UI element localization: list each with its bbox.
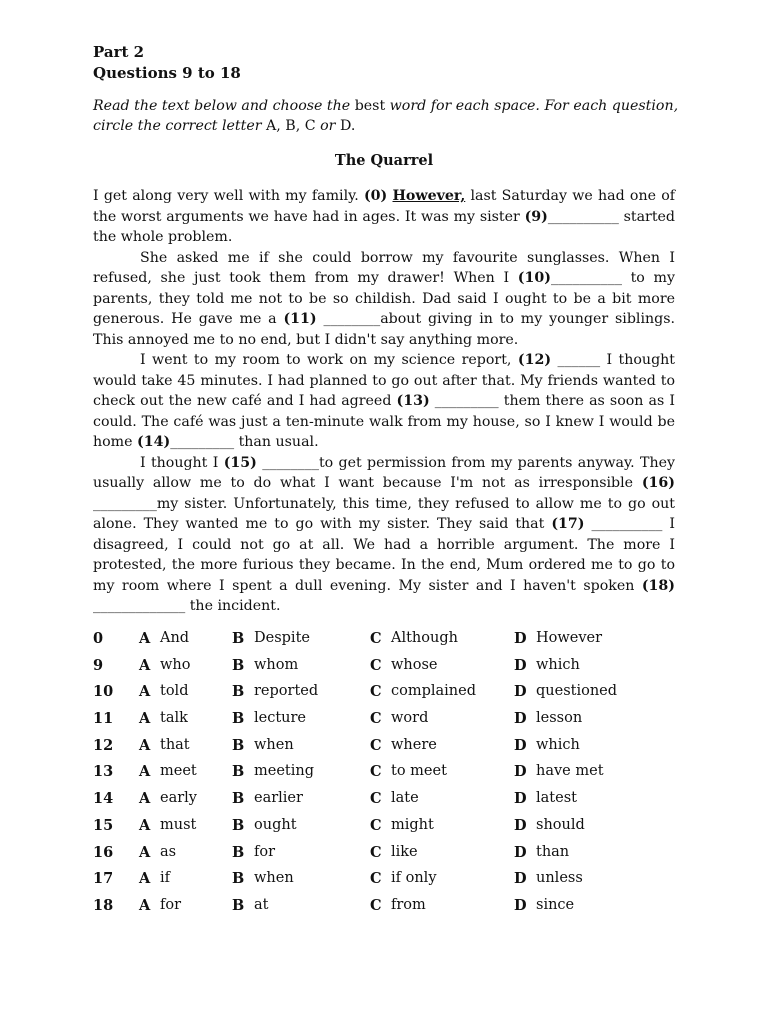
question-number: 0 <box>93 630 104 647</box>
letter-d[interactable]: D <box>514 896 527 914</box>
option-row <box>93 817 693 844</box>
option-c[interactable]: whose <box>391 656 438 673</box>
letter-b[interactable]: B <box>232 816 245 834</box>
gap-number-16: (16) <box>641 475 675 491</box>
question-number: 14 <box>93 790 114 808</box>
paragraph-2 <box>93 248 675 351</box>
option-b[interactable]: at <box>254 896 269 913</box>
letter-a[interactable]: A <box>139 736 151 754</box>
letter-b[interactable]: B <box>232 790 245 808</box>
letter-b[interactable]: B <box>232 843 245 861</box>
option-b[interactable]: when <box>254 870 294 887</box>
letter-d[interactable]: D <box>514 816 527 834</box>
letter-a[interactable]: A <box>139 843 151 861</box>
letter-c[interactable]: C <box>370 736 382 754</box>
letter-c[interactable]: C <box>370 843 382 861</box>
gap-number-12: (12) <box>517 352 552 368</box>
letter-a[interactable]: A <box>139 710 151 728</box>
questions-label: Questions 9 to 18 <box>93 64 241 82</box>
paragraph-1 <box>93 186 675 248</box>
option-d[interactable]: However <box>536 630 603 646</box>
question-number: 11 <box>93 710 114 728</box>
option-a[interactable]: meet <box>160 763 197 780</box>
text-run: I went to my room to work on my science report, <box>140 352 518 368</box>
question-number: 15 <box>93 816 114 834</box>
text-run: _________my sister. Unfortunately, this time, they refused to allow me to go out alone. They wanted me to go with my sister. They said that <box>93 495 675 532</box>
option-d[interactable]: which <box>536 656 580 673</box>
instr-letters: A, B, C <box>266 118 316 134</box>
option-row <box>93 897 693 924</box>
letter-d[interactable]: D <box>514 736 527 754</box>
option-row <box>93 737 693 764</box>
instructions <box>93 96 683 136</box>
text-run: last Saturday we had one of the worst arguments we have had in ages. It was my sister <box>93 188 675 225</box>
text-run: __________ started the whole problem. <box>93 208 675 245</box>
letter-b[interactable]: B <box>232 870 245 888</box>
letter-c[interactable]: C <box>370 710 382 728</box>
letter-a[interactable]: A <box>139 790 151 808</box>
option-d[interactable]: have met <box>536 763 604 780</box>
text-run: _________ them there as soon as I could. The café was just a ten-minute walk from my house, so I knew I would be home <box>93 393 675 450</box>
option-d[interactable]: lesson <box>536 710 583 727</box>
answer-options <box>93 630 693 924</box>
option-row <box>93 710 693 737</box>
letter-d[interactable]: D <box>514 630 527 647</box>
question-number: 10 <box>93 683 114 701</box>
letter-b[interactable]: B <box>232 630 245 647</box>
letter-c[interactable]: C <box>370 896 382 914</box>
letter-b[interactable]: B <box>232 656 245 674</box>
gap-number-10: (10) <box>517 270 551 286</box>
option-a[interactable]: that <box>160 736 190 753</box>
passage-text <box>93 186 675 617</box>
question-number: 12 <box>93 736 114 754</box>
text-run: _____________ the incident. <box>93 598 281 614</box>
passage-title: The Quarrel <box>334 152 434 169</box>
letter-b[interactable]: B <box>232 710 245 728</box>
letter-b[interactable]: B <box>232 896 245 914</box>
text-run: ________to get permission from my parents anyway. They usually allow me to do what I want because I'm not as irresponsible <box>93 454 675 491</box>
letter-c[interactable]: C <box>370 816 382 834</box>
option-c[interactable]: word <box>391 710 429 727</box>
option-d[interactable]: than <box>536 843 570 860</box>
letter-d[interactable]: D <box>514 683 527 701</box>
option-row <box>93 844 693 871</box>
gap-number-11: (11) <box>283 311 317 327</box>
gap-number-13: (13) <box>396 393 430 409</box>
instr-text-1: Read the text below and choose the <box>93 98 355 114</box>
option-a[interactable]: if <box>160 870 171 887</box>
letter-c[interactable]: C <box>370 656 382 674</box>
option-b[interactable]: for <box>254 843 276 860</box>
part-label: Part 2 <box>93 43 145 61</box>
letter-a[interactable]: A <box>139 763 151 781</box>
letter-d[interactable]: D <box>514 843 527 861</box>
text-run: I get along very well with my family. <box>93 188 364 204</box>
letter-c[interactable]: C <box>370 870 382 888</box>
option-d[interactable]: questioned <box>536 683 618 700</box>
gap-number-15: (15) <box>223 454 257 471</box>
letter-a[interactable]: A <box>139 683 151 701</box>
letter-b[interactable]: B <box>232 736 245 754</box>
question-number: 17 <box>93 870 114 888</box>
gap-number-9: (9) <box>524 208 548 225</box>
text-run: ______ I thought would take 45 minutes. I had planned to go out after that. My friends wanted to check out the new café and I had agreed <box>93 352 675 409</box>
option-b[interactable]: when <box>254 736 294 753</box>
option-a[interactable]: for <box>160 896 182 913</box>
option-a[interactable]: And <box>160 630 190 646</box>
letter-a[interactable]: A <box>139 656 151 674</box>
letter-d[interactable]: D <box>514 790 527 808</box>
option-a[interactable]: must <box>160 816 197 833</box>
option-b[interactable]: Despite <box>254 630 310 646</box>
option-c[interactable]: if only <box>391 870 437 887</box>
question-number: 9 <box>93 656 104 674</box>
letter-b[interactable]: B <box>232 683 245 701</box>
letter-a[interactable]: A <box>139 896 151 914</box>
option-c[interactable]: where <box>391 736 437 753</box>
instr-letter-d: D <box>339 118 351 134</box>
example-answer: However, <box>392 188 466 204</box>
letter-d[interactable]: D <box>514 656 527 674</box>
letter-c[interactable]: C <box>370 763 382 781</box>
option-row <box>93 870 693 897</box>
gap-number-0: (0) <box>363 188 388 204</box>
letter-d[interactable]: D <box>514 710 527 728</box>
option-a[interactable]: told <box>160 683 189 700</box>
letter-c[interactable]: C <box>370 630 382 647</box>
option-b[interactable]: ought <box>254 816 297 833</box>
letter-a[interactable]: A <box>139 630 151 647</box>
instr-period: . <box>350 118 356 134</box>
gap-number-18: (18) <box>641 577 675 594</box>
option-c[interactable]: complained <box>391 683 477 700</box>
gap-number-14: (14) <box>137 434 171 450</box>
question-number: 18 <box>93 896 114 914</box>
option-row <box>93 790 693 817</box>
letter-d[interactable]: D <box>514 870 527 888</box>
gap-number-17: (17) <box>551 516 585 532</box>
letter-a[interactable]: A <box>139 816 151 834</box>
text-run: __________ I disagreed, I could not go at all. We had a horrible argument. The more I protested, the more furious they became. In the end, Mum ordered me to go to my room where I spent a dull evening. My sister and I haven't spoken <box>93 516 675 594</box>
text-run: I thought I <box>140 454 224 471</box>
text-run: She asked me if she could borrow my favourite sunglasses. When I refused, she just took them from my drawer! When I <box>93 249 675 286</box>
text-run: _________ than usual. <box>170 434 319 450</box>
option-b[interactable]: meeting <box>254 763 314 780</box>
question-number: 13 <box>93 763 114 781</box>
instr-best: best <box>354 98 386 114</box>
section-header <box>93 42 241 84</box>
option-b[interactable]: whom <box>254 656 299 673</box>
option-c[interactable]: to meet <box>391 763 447 780</box>
text-run: __________ to my parents, they told me not to be so childish. Dad said I ought to be a bit more generous. He gave me a <box>93 270 675 327</box>
option-b[interactable]: reported <box>254 683 319 700</box>
letter-d[interactable]: D <box>514 763 527 781</box>
option-b[interactable]: lecture <box>254 710 307 727</box>
option-a[interactable]: early <box>160 790 197 807</box>
letter-c[interactable]: C <box>370 683 382 701</box>
option-c[interactable]: from <box>391 896 426 913</box>
option-row <box>93 763 693 790</box>
letter-a[interactable]: A <box>139 870 151 888</box>
option-a[interactable]: as <box>160 843 177 860</box>
option-c[interactable]: late <box>391 790 419 807</box>
paragraph-4 <box>93 453 675 617</box>
instr-or: or <box>315 118 340 134</box>
option-d[interactable]: which <box>536 736 580 753</box>
paragraph-3 <box>93 350 675 453</box>
option-c[interactable]: might <box>391 816 434 833</box>
option-d[interactable]: unless <box>536 870 583 887</box>
letter-b[interactable]: B <box>232 763 245 781</box>
option-c[interactable]: like <box>391 843 418 860</box>
option-c[interactable]: Although <box>391 630 458 646</box>
option-d[interactable]: latest <box>536 790 577 807</box>
option-a[interactable]: talk <box>160 710 188 727</box>
option-b[interactable]: earlier <box>254 790 303 807</box>
option-row <box>93 657 693 684</box>
question-number: 16 <box>93 843 114 861</box>
option-d[interactable]: since <box>536 896 575 913</box>
instr-text-2: word for each space. For each question, circle the correct letter <box>93 98 679 134</box>
option-row <box>93 630 693 657</box>
option-row <box>93 683 693 710</box>
option-a[interactable]: who <box>160 656 191 673</box>
letter-c[interactable]: C <box>370 790 382 808</box>
option-d[interactable]: should <box>536 816 585 833</box>
text-run: ________about giving in to my younger siblings. This annoyed me to no end, but I didn't say anything more. <box>93 311 676 348</box>
